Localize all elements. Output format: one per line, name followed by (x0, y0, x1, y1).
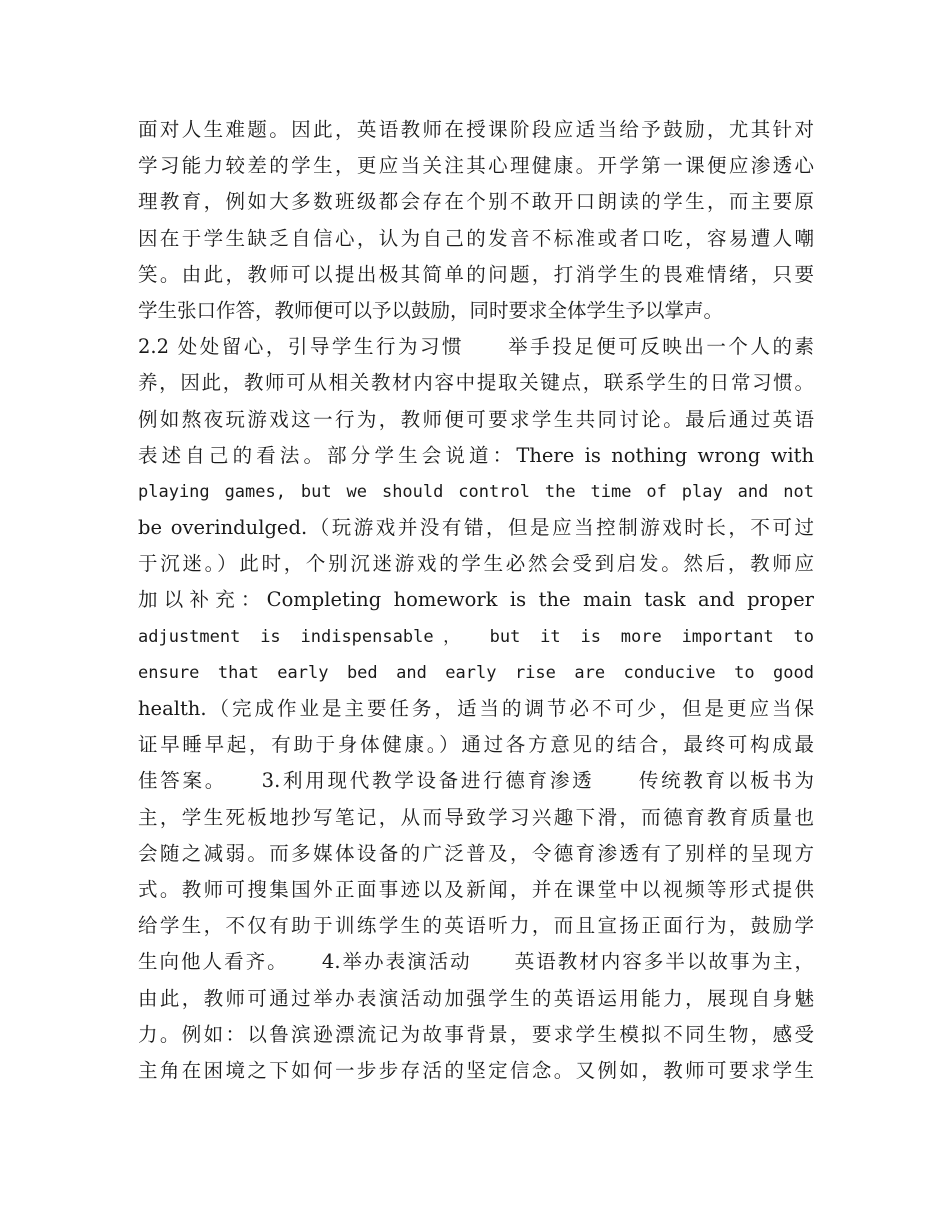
english-text-line: adjustment is indispensable， but it is more important to (138, 626, 814, 647)
english-text-line: playing games, but we should control the time of play and not (138, 481, 814, 502)
text-line: be overindulged.（玩游戏并没有错，但是应当控制游戏时长，不可过 (138, 516, 814, 540)
text-line: 给学生，不仅有助于训练学生的英语听力，而且宣扬正面行为，鼓励学 (138, 914, 814, 938)
text-line: 理教育，例如大多数班级都会存在个别不敢开口朗读的学生，而主要原 (138, 190, 814, 214)
text-line: 主，学生死板地抄写笔记，从而导致学习兴趣下滑，而德育教育质量也 (138, 805, 814, 829)
text-line: 力。例如：以鲁滨逊漂流记为故事背景，要求学生模拟不同生物，感受 (138, 1022, 814, 1046)
section-heading-line: 佳答案。 3.利用现代教学设备进行德育渗透 传统教育以板书为 (138, 769, 814, 793)
text-line: 表述自己的看法。部分学生会说道：There is nothing wrong with (138, 443, 814, 467)
text-line: 于沉迷。）此时，个别沉迷游戏的学生必然会受到启发。然后，教师应 (138, 552, 814, 576)
body-text (138, 112, 814, 1089)
text-line: 学习能力较差的学生，更应当关注其心理健康。开学第一课便应渗透心 (138, 154, 814, 178)
text-line: health.（完成作业是主要任务，适当的调节必不可少，但是更应当保 (138, 697, 814, 720)
text-line: 面对人生难题。因此，英语教师在授课阶段应适当给予鼓励，尤其针对 (138, 118, 814, 141)
text-line: 养，因此，教师可从相关教材内容中提取关键点，联系学生的日常习惯。 (138, 371, 814, 395)
text-line: 主角在困境之下如何一步步存活的坚定信念。又例如，教师可要求学生 (138, 1058, 814, 1082)
section-heading-line: 2.2 处处留心，引导学生行为习惯 举手投足便可反映出一个人的素 (138, 335, 814, 359)
text-line: 因在于学生缺乏自信心，认为自己的发音不标准或者口吃，容易遭人嘲 (138, 226, 814, 250)
section-heading-line: 生向他人看齐。 4.举办表演活动 英语教材内容多半以故事为主， (138, 950, 814, 974)
english-text-line: ensure that early bed and early rise are conducive to good (138, 662, 814, 683)
text-line: 加以补充：Completing homework is the main task and proper (138, 588, 814, 612)
text-line: 由此，教师可通过举办表演活动加强学生的英语运用能力，展现自身魅 (138, 986, 814, 1010)
text-line: 学生张口作答，教师便可以予以鼓励，同时要求全体学生予以掌声。 (138, 298, 724, 322)
text-line: 例如熬夜玩游戏这一行为，教师便可要求学生共同讨论。最后通过英语 (138, 407, 814, 431)
text-line: 式。教师可搜集国外正面事迹以及新闻，并在课堂中以视频等形式提供 (138, 877, 814, 901)
text-line: 证早睡早起，有助于身体健康。）通过各方意见的结合，最终可构成最 (138, 733, 814, 757)
text-line: 会随之减弱。而多媒体设备的广泛普及，令德育渗透有了别样的呈现方 (138, 841, 814, 865)
text-line: 笑。由此，教师可以提出极其简单的问题，打消学生的畏难情绪，只要 (138, 262, 814, 286)
